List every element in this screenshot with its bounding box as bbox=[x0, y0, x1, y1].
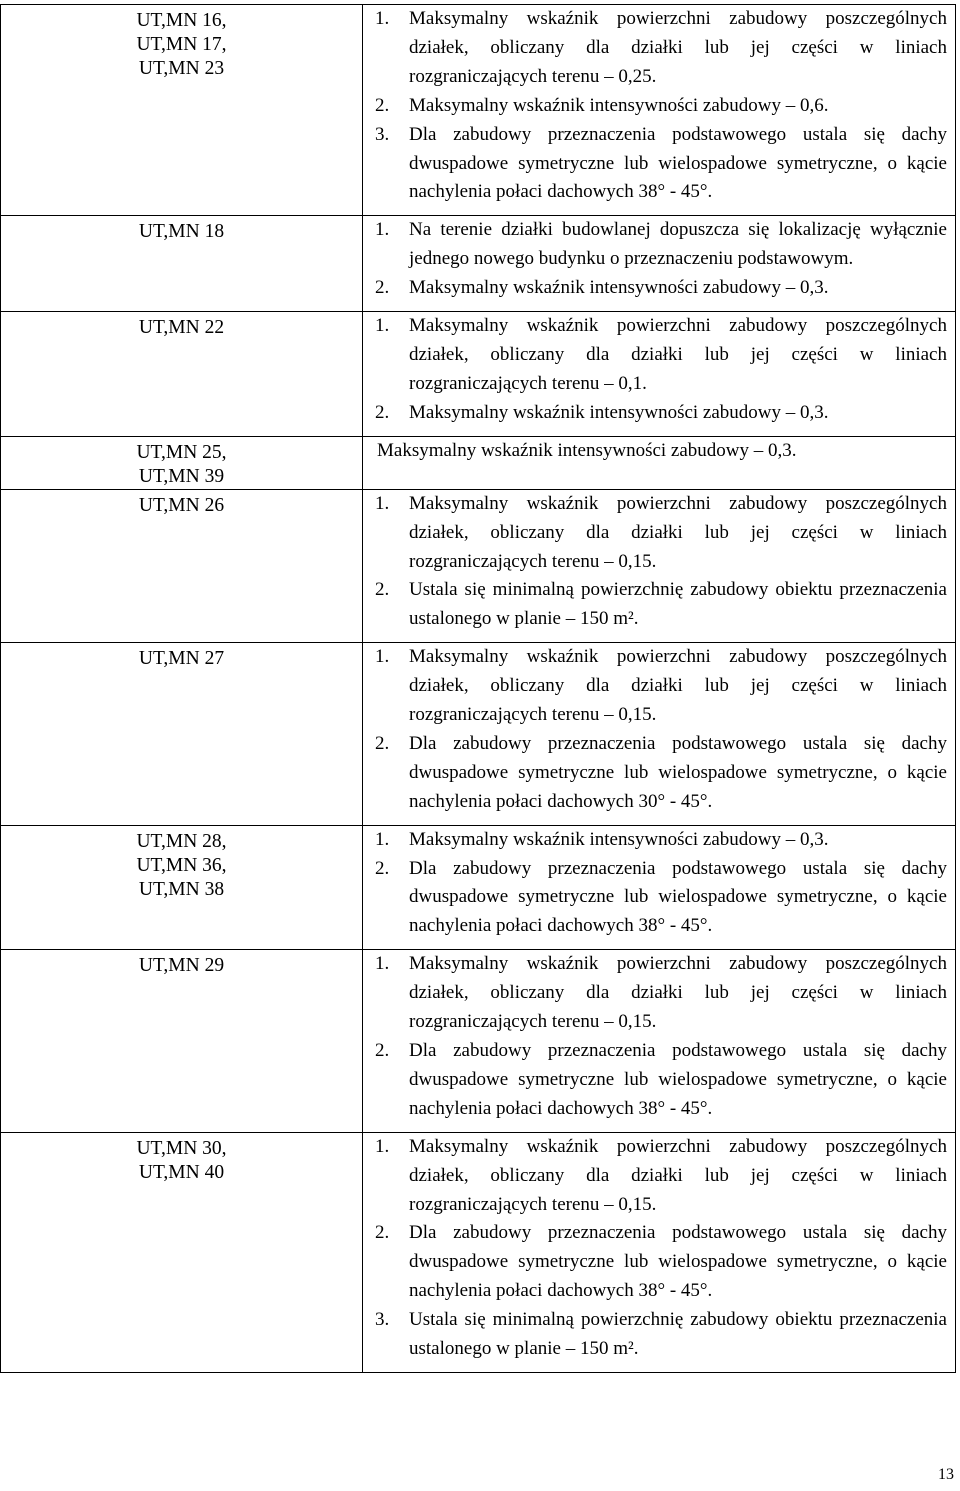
item-number: 2. bbox=[375, 1040, 390, 1061]
zone-symbol: UT,MN 30, bbox=[136, 1137, 227, 1159]
regulation-item bbox=[363, 399, 955, 428]
zone-symbol: UT,MN 16, bbox=[136, 10, 227, 31]
zone-symbol-cell bbox=[1, 5, 363, 216]
item-text: Dla zabudowy przeznaczenia podstawowego ustala się dachy dwuspadowe symetryczne lub wielospadowe symetryczne, o kącie nachylenia połaci dachowych 30° - 45°. bbox=[409, 732, 947, 812]
zone-symbol: UT,MN 40 bbox=[138, 1161, 225, 1183]
regulation-item bbox=[363, 274, 955, 303]
item-number: 2. bbox=[375, 1222, 390, 1244]
table-row bbox=[1, 436, 956, 489]
table-row bbox=[1, 950, 956, 1132]
regulation-cell bbox=[363, 1132, 956, 1372]
regulation-cell bbox=[363, 436, 956, 489]
zone-symbol: UT,MN 26 bbox=[138, 494, 225, 516]
zone-symbol-cell bbox=[1, 825, 363, 950]
regulation-item bbox=[363, 643, 955, 730]
item-number: 2. bbox=[375, 579, 390, 601]
zone-symbol: UT,MN 23 bbox=[138, 58, 225, 79]
item-text: Maksymalny wskaźnik intensywności zabudowy – 0,6. bbox=[409, 94, 829, 116]
zone-symbol-cell bbox=[1, 312, 363, 437]
item-number: 1. bbox=[375, 828, 390, 850]
regulation-item bbox=[363, 1306, 955, 1364]
item-number: 2. bbox=[375, 401, 390, 423]
regulation-text: Maksymalny wskaźnik intensywności zabudowy – 0,3. bbox=[377, 439, 797, 461]
regulation-item bbox=[363, 855, 955, 942]
item-text: Maksymalny wskaźnik intensywności zabudowy – 0,3. bbox=[409, 401, 829, 423]
regulation-item bbox=[363, 121, 955, 208]
regulation-cell bbox=[363, 950, 956, 1132]
zone-symbol-cell bbox=[1, 489, 363, 643]
zone-symbol-cell bbox=[1, 1132, 363, 1372]
table-row bbox=[1, 5, 956, 216]
item-number: 2. bbox=[375, 732, 390, 754]
item-text: Ustala się minimalną powierzchnię zabudowy obiektu przeznaczenia ustalonego w planie – 150 m². bbox=[409, 579, 947, 630]
item-text: Ustala się minimalną powierzchnię zabudowy obiektu przeznaczenia ustalonego w planie – 150 m². bbox=[409, 1309, 947, 1360]
item-text: Dla zabudowy przeznaczenia podstawowego ustala się dachy dwuspadowe symetryczne lub wielospadowe symetryczne, o kącie nachylenia połaci dachowych 38° - 45°. bbox=[409, 857, 947, 937]
item-text: Maksymalny wskaźnik powierzchni zabudowy poszczególnych działek, obliczany dla działki lub jej części w liniach rozgraniczających terenu – 0,15. bbox=[409, 953, 947, 1033]
regulation-item bbox=[363, 1037, 955, 1124]
zone-symbol: UT,MN 27 bbox=[138, 648, 225, 670]
item-number: 1. bbox=[375, 953, 390, 975]
zone-symbol: UT,MN 39 bbox=[138, 465, 225, 487]
table-row bbox=[1, 1132, 956, 1372]
regulation-item bbox=[363, 730, 955, 817]
regulation-item bbox=[363, 826, 955, 855]
item-text: Maksymalny wskaźnik powierzchni zabudowy poszczególnych działek, obliczany dla działki lub jej części w liniach rozgraniczających terenu – 0,15. bbox=[409, 492, 947, 572]
item-number: 1. bbox=[375, 219, 390, 241]
zone-symbol: UT,MN 38 bbox=[138, 878, 225, 900]
item-number: 3. bbox=[375, 1309, 390, 1331]
regulation-item bbox=[363, 1219, 955, 1306]
regulation-cell bbox=[363, 825, 956, 950]
table-row bbox=[1, 312, 956, 437]
regulation-item bbox=[363, 950, 955, 1037]
item-number: 1. bbox=[375, 492, 390, 514]
zone-symbol: UT,MN 36, bbox=[136, 854, 227, 876]
table-row bbox=[1, 643, 956, 825]
item-number: 1. bbox=[375, 1135, 390, 1157]
zone-symbol: UT,MN 22 bbox=[138, 317, 225, 339]
table-row bbox=[1, 489, 956, 643]
item-text: Maksymalny wskaźnik intensywności zabudowy – 0,3. bbox=[409, 828, 829, 850]
regulation-cell bbox=[363, 216, 956, 312]
zone-symbol-cell bbox=[1, 950, 363, 1132]
item-number: 1. bbox=[375, 646, 390, 668]
table-row bbox=[1, 825, 956, 950]
regulation-item bbox=[363, 216, 955, 274]
page-number: 13 bbox=[938, 1466, 954, 1483]
zone-symbol-cell bbox=[1, 216, 363, 312]
item-text: Dla zabudowy przeznaczenia podstawowego ustala się dachy dwuspadowe symetryczne lub wielospadowe symetryczne, o kącie nachylenia połaci dachowych 38° - 45°. bbox=[409, 1222, 947, 1302]
item-text: Dla zabudowy przeznaczenia podstawowego ustala się dachy dwuspadowe symetryczne lub wielospadowe symetryczne, o kącie nachylenia połaci dachowych 38° - 45°. bbox=[409, 123, 947, 203]
regulation-item bbox=[363, 576, 955, 634]
zone-symbol: UT,MN 28, bbox=[136, 830, 227, 852]
item-number: 2. bbox=[375, 857, 390, 879]
item-text: Maksymalny wskaźnik powierzchni zabudowy poszczególnych działek, obliczany dla działki lub jej części w liniach rozgraniczających terenu – 0,25. bbox=[409, 8, 947, 87]
regulations-table bbox=[0, 4, 956, 1373]
zone-symbol: UT,MN 25, bbox=[136, 441, 227, 463]
item-number: 1. bbox=[375, 8, 390, 29]
regulation-cell bbox=[363, 312, 956, 437]
zone-symbol-cell bbox=[1, 436, 363, 489]
regulation-item bbox=[363, 312, 955, 399]
regulation-item bbox=[363, 5, 955, 92]
regulation-item bbox=[363, 92, 955, 121]
item-number: 2. bbox=[375, 277, 390, 299]
regulation-item bbox=[363, 490, 955, 577]
table-row bbox=[1, 216, 956, 312]
zone-symbol-cell bbox=[1, 643, 363, 825]
zone-symbol: UT,MN 17, bbox=[136, 34, 227, 55]
item-text: Maksymalny wskaźnik powierzchni zabudowy poszczególnych działek, obliczany dla działki lub jej części w liniach rozgraniczających terenu – 0,1. bbox=[409, 315, 947, 394]
item-number: 3. bbox=[375, 123, 390, 145]
item-text: Maksymalny wskaźnik intensywności zabudowy – 0,3. bbox=[409, 277, 829, 299]
item-text: Maksymalny wskaźnik powierzchni zabudowy poszczególnych działek, obliczany dla działki lub jej części w liniach rozgraniczających terenu – 0,15. bbox=[409, 646, 947, 726]
item-number: 1. bbox=[375, 315, 390, 337]
item-text: Maksymalny wskaźnik powierzchni zabudowy poszczególnych działek, obliczany dla działki lub jej części w liniach rozgraniczających terenu – 0,15. bbox=[409, 1135, 947, 1215]
regulation-cell bbox=[363, 643, 956, 825]
zone-symbol: UT,MN 29 bbox=[138, 955, 225, 977]
item-text: Dla zabudowy przeznaczenia podstawowego ustala się dachy dwuspadowe symetryczne lub wielospadowe symetryczne, o kącie nachylenia połaci dachowych 38° - 45°. bbox=[409, 1040, 947, 1119]
item-number: 2. bbox=[375, 94, 390, 116]
item-text: Na terenie działki budowlanej dopuszcza się lokalizację wyłącznie jednego nowego budynku o przeznaczeniu podstawowym. bbox=[409, 219, 947, 270]
zone-symbol: UT,MN 18 bbox=[138, 221, 225, 243]
regulation-item bbox=[363, 1133, 955, 1220]
regulation-cell bbox=[363, 489, 956, 643]
regulation-cell bbox=[363, 5, 956, 216]
